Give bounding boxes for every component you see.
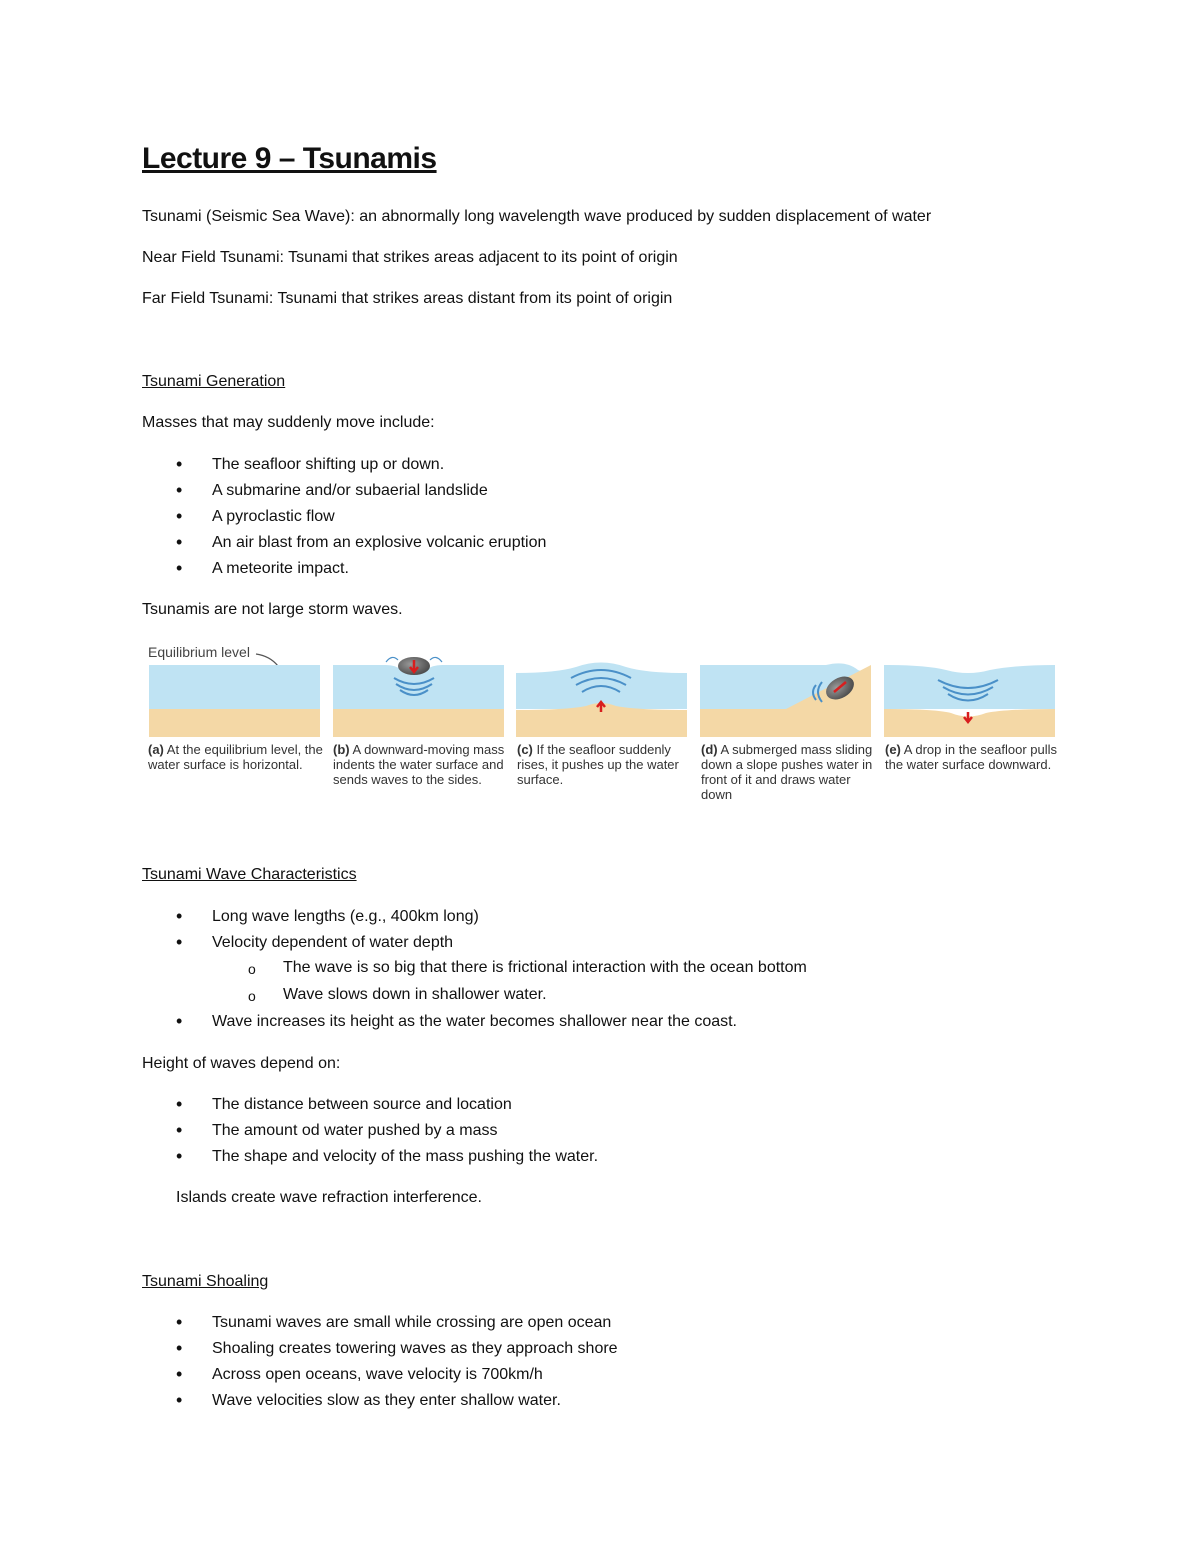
bullet-icon: • [176,906,183,926]
list-item: The distance between source and location [212,1096,512,1113]
height-intro: Height of waves depend on: [142,1055,341,1072]
panel-c-illustration [516,663,687,738]
page-title: Lecture 9 – Tsunamis [142,142,437,175]
figure-caption-b: (b) A downward-moving mass indents the water surface and sends waves to the sides. [333,742,505,787]
generation-intro: Masses that may suddenly move include: [142,414,435,431]
bullet-icon: • [176,932,183,952]
figure-caption-e: (e) A drop in the seafloor pulls the water surface downward. [885,742,1058,772]
list-item: Velocity dependent of water depth [212,934,454,951]
figure-caption-c: (c) If the seafloor suddenly rises, it pushes up the water surface. [517,742,679,787]
figure-caption-a: (a) At the equilibrium level, the water surface is horizontal. [148,742,323,772]
panel-e-illustration [884,665,1055,737]
definition-text: Tsunami that strikes areas adjacent to its point of origin [283,249,678,266]
definition-text: an abnormally long wavelength wave produced by sudden displacement of water [354,208,932,225]
bullet-icon: • [176,1094,183,1114]
section-heading-generation: Tsunami Generation [142,373,286,390]
list-item: Wave velocities slow as they enter shallow water. [212,1392,561,1409]
definition-near-field [142,248,678,268]
list-item: Long wave lengths (e.g., 400km long) [212,908,479,925]
definition-far-field [142,289,672,309]
section-heading-characteristics: Tsunami Wave Characteristics [142,866,357,883]
down-arrow-icon [964,712,972,722]
list-item: A submarine and/or subaerial landslide [212,482,488,499]
panel-b-illustration [333,657,504,737]
bullet-icon: • [176,1338,183,1358]
sub-list-item: Wave slows down in shallower water. [283,986,547,1003]
bullet-icon: • [176,558,183,578]
bullet-icon: • [176,1364,183,1384]
list-item: A meteorite impact. [212,560,349,577]
bullet-icon: • [176,1011,183,1031]
sub-list-item: The wave is so big that there is frictional interaction with the ocean bottom [283,959,807,976]
section-heading-shoaling: Tsunami Shoaling [142,1273,269,1290]
definition-term: Near Field Tsunami: [142,249,284,266]
definition-tsunami [142,207,931,227]
bullet-icon: • [176,1390,183,1410]
definition-term: Tsunami (Seismic Sea Wave): [142,208,355,225]
bullet-icon: • [176,480,183,500]
islands-note: Islands create wave refraction interference. [176,1189,482,1206]
bullet-icon: • [176,1120,183,1140]
bullet-icon: • [176,1146,183,1166]
list-item: The amount od water pushed by a mass [212,1122,498,1139]
panel-d-illustration [700,663,871,737]
generation-note: Tsunamis are not large storm waves. [142,601,403,618]
list-item: The seafloor shifting up or down. [212,456,445,473]
subbullet-icon: o [248,988,256,1004]
equilibrium-level-label: Equilibrium level [148,644,250,660]
bullet-icon: • [176,454,183,474]
list-item: Across open oceans, wave velocity is 700km/h [212,1366,543,1383]
list-item: An air blast from an explosive volcanic eruption [212,534,547,551]
list-item: Tsunami waves are small while crossing are open ocean [212,1314,612,1331]
figure-caption-d: (d) A submerged mass sliding down a slope pushes water in front of it and draws water down [701,742,873,802]
subbullet-icon: o [248,961,256,977]
bullet-icon: • [176,506,183,526]
definition-term: Far Field Tsunami: [142,290,274,307]
list-item: The shape and velocity of the mass pushing the water. [212,1148,599,1165]
panel-a-illustration [149,665,320,737]
list-item: A pyroclastic flow [212,508,335,525]
bullet-icon: • [176,1312,183,1332]
list-item: Wave increases its height as the water becomes shallower near the coast. [212,1013,737,1030]
list-item: Shoaling creates towering waves as they approach shore [212,1340,618,1357]
equilibrium-leader-line [256,654,278,666]
definition-text: Tsunami that strikes areas distant from its point of origin [273,290,673,307]
bullet-icon: • [176,532,183,552]
